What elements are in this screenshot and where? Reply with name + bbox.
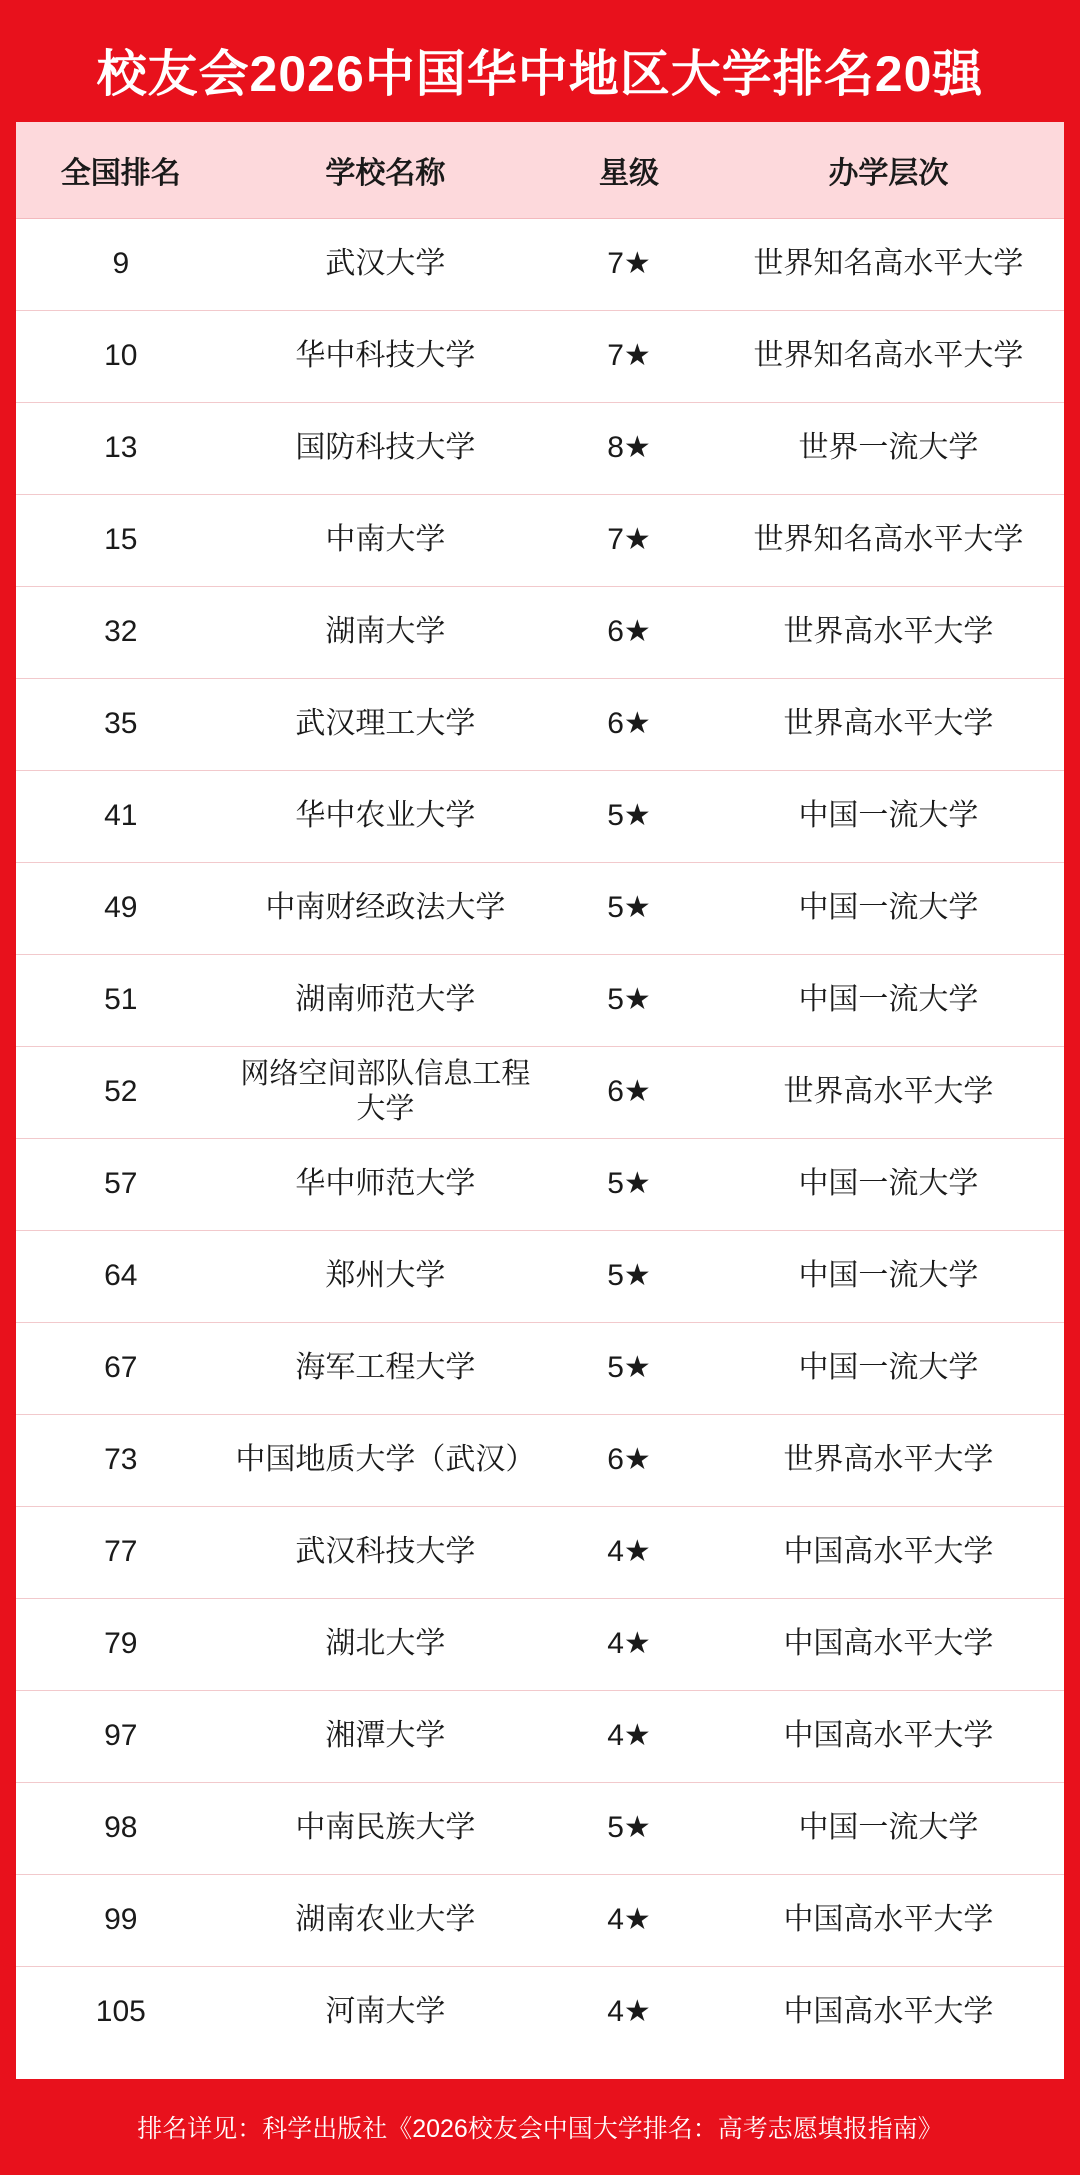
- cell-name: 湖南大学: [226, 586, 546, 678]
- cell-star: 4★: [545, 1874, 713, 1966]
- cell-name: 武汉大学: [226, 218, 546, 310]
- cell-star: 7★: [545, 310, 713, 402]
- cell-name: 中南大学: [226, 494, 546, 586]
- table-row: [16, 1782, 1064, 1874]
- table-row: [16, 1138, 1064, 1230]
- cell-name: 武汉理工大学: [226, 678, 546, 770]
- cell-level: 中国一流大学: [713, 1782, 1064, 1874]
- footer-note: 排名详见：科学出版社《2026校友会中国大学排名：高考志愿填报指南》: [137, 2115, 943, 2143]
- cell-rank: 77: [16, 1506, 226, 1598]
- cell-name: 湖南农业大学: [226, 1874, 546, 1966]
- table-header-row: [16, 122, 1064, 218]
- cell-rank: 98: [16, 1782, 226, 1874]
- table-row: [16, 678, 1064, 770]
- cell-star: 4★: [607, 1994, 651, 2028]
- table-row: [16, 954, 1064, 1046]
- cell-name: 中国地质大学（武汉）: [226, 1414, 546, 1506]
- table-row: [16, 1322, 1064, 1414]
- cell-rank: 35: [16, 678, 226, 770]
- cell-level: 中国高水平大学: [713, 1874, 1064, 1966]
- cell-name: 河南大学: [325, 1994, 446, 2028]
- table-row: [16, 1690, 1064, 1782]
- ranking-table: [16, 122, 1064, 2058]
- cell-star: 6★: [545, 1414, 713, 1506]
- cell-star: 6★: [545, 586, 713, 678]
- cell-star: 5★: [545, 1138, 713, 1230]
- cell-star: 4★: [545, 1598, 713, 1690]
- cell-level: 世界高水平大学: [713, 678, 1064, 770]
- cell-rank: 105: [95, 1994, 146, 2028]
- cell-star: 4★: [545, 1506, 713, 1598]
- table-header: [16, 122, 1064, 218]
- cell-name: 华中农业大学: [226, 770, 546, 862]
- cell-rank: 51: [16, 954, 226, 1046]
- cell-level: 世界知名高水平大学: [713, 218, 1064, 310]
- cell-level: 中国一流大学: [713, 862, 1064, 954]
- cell-level: 中国高水平大学: [783, 1994, 994, 2028]
- cell-name: 中南财经政法大学: [226, 862, 546, 954]
- cell-level: 世界知名高水平大学: [713, 310, 1064, 402]
- table-row: [16, 1598, 1064, 1690]
- table-row: [16, 1046, 1064, 1138]
- cell-rank: 15: [16, 494, 226, 586]
- table-row: [16, 1230, 1064, 1322]
- column-header-rank: 全国排名: [16, 122, 226, 218]
- cell-rank: 67: [16, 1322, 226, 1414]
- cell-level: 中国高水平大学: [713, 1598, 1064, 1690]
- cell-rank: 73: [16, 1414, 226, 1506]
- table-row: [16, 1506, 1064, 1598]
- cell-star: 5★: [545, 1782, 713, 1874]
- cell-star: 5★: [545, 770, 713, 862]
- cell-level: 中国一流大学: [713, 954, 1064, 1046]
- cell-level: 世界知名高水平大学: [713, 494, 1064, 586]
- table-row: [16, 586, 1064, 678]
- table-row: [16, 1966, 1064, 2058]
- cell-star: 4★: [545, 1690, 713, 1782]
- cell-level: 中国一流大学: [713, 1230, 1064, 1322]
- cell-star: 7★: [545, 494, 713, 586]
- cell-star: 6★: [545, 1046, 713, 1138]
- cell-level: 世界高水平大学: [713, 1414, 1064, 1506]
- cell-name: 中南民族大学: [226, 1782, 546, 1874]
- cell-level: 世界高水平大学: [713, 586, 1064, 678]
- table-row: [16, 1874, 1064, 1966]
- cell-rank: 57: [16, 1138, 226, 1230]
- column-header-level: 办学层次: [713, 122, 1064, 218]
- cell-level: 中国高水平大学: [713, 1690, 1064, 1782]
- cell-rank: 79: [16, 1598, 226, 1690]
- table-row: [16, 402, 1064, 494]
- cell-star: 5★: [545, 954, 713, 1046]
- cell-level: 世界一流大学: [713, 402, 1064, 494]
- cell-star: 5★: [545, 1322, 713, 1414]
- cell-star: 5★: [545, 1230, 713, 1322]
- cell-rank: 97: [16, 1690, 226, 1782]
- cell-name: 网络空间部队信息工程大学: [226, 1046, 546, 1138]
- cell-rank: 13: [16, 402, 226, 494]
- column-header-star: 星级: [545, 122, 713, 218]
- cell-rank: 10: [16, 310, 226, 402]
- cell-name: 海军工程大学: [226, 1322, 546, 1414]
- cell-rank: 41: [16, 770, 226, 862]
- table-row: [16, 494, 1064, 586]
- ranking-table-container: [16, 122, 1064, 2079]
- cell-star: 8★: [545, 402, 713, 494]
- cell-rank: 9: [16, 218, 226, 310]
- cell-name: 湖南师范大学: [226, 954, 546, 1046]
- page-title: 校友会2026中国华中地区大学排名20强: [96, 46, 984, 102]
- cell-rank: 99: [16, 1874, 226, 1966]
- cell-name: 湖北大学: [226, 1598, 546, 1690]
- cell-name: 华中师范大学: [226, 1138, 546, 1230]
- table-row: [16, 218, 1064, 310]
- poster-footer: [16, 2079, 1064, 2175]
- cell-level: 中国一流大学: [713, 1138, 1064, 1230]
- cell-name: 武汉科技大学: [226, 1506, 546, 1598]
- cell-name: 国防科技大学: [226, 402, 546, 494]
- table-row: [16, 310, 1064, 402]
- cell-name: 华中科技大学: [226, 310, 546, 402]
- table-body: [16, 218, 1064, 2058]
- poster-header: [16, 18, 1064, 122]
- cell-rank: 49: [16, 862, 226, 954]
- cell-rank: 64: [16, 1230, 226, 1322]
- column-header-name: 学校名称: [226, 122, 546, 218]
- table-row: [16, 862, 1064, 954]
- cell-level: 中国高水平大学: [713, 1506, 1064, 1598]
- table-row: [16, 770, 1064, 862]
- table-row: [16, 1414, 1064, 1506]
- cell-name: 湘潭大学: [226, 1690, 546, 1782]
- cell-star: 7★: [545, 218, 713, 310]
- cell-rank: 32: [16, 586, 226, 678]
- cell-name: 郑州大学: [226, 1230, 546, 1322]
- cell-level: 中国一流大学: [713, 1322, 1064, 1414]
- cell-rank: 52: [16, 1046, 226, 1138]
- cell-level: 世界高水平大学: [713, 1046, 1064, 1138]
- cell-star: 6★: [545, 678, 713, 770]
- cell-level: 中国一流大学: [713, 770, 1064, 862]
- cell-star: 5★: [545, 862, 713, 954]
